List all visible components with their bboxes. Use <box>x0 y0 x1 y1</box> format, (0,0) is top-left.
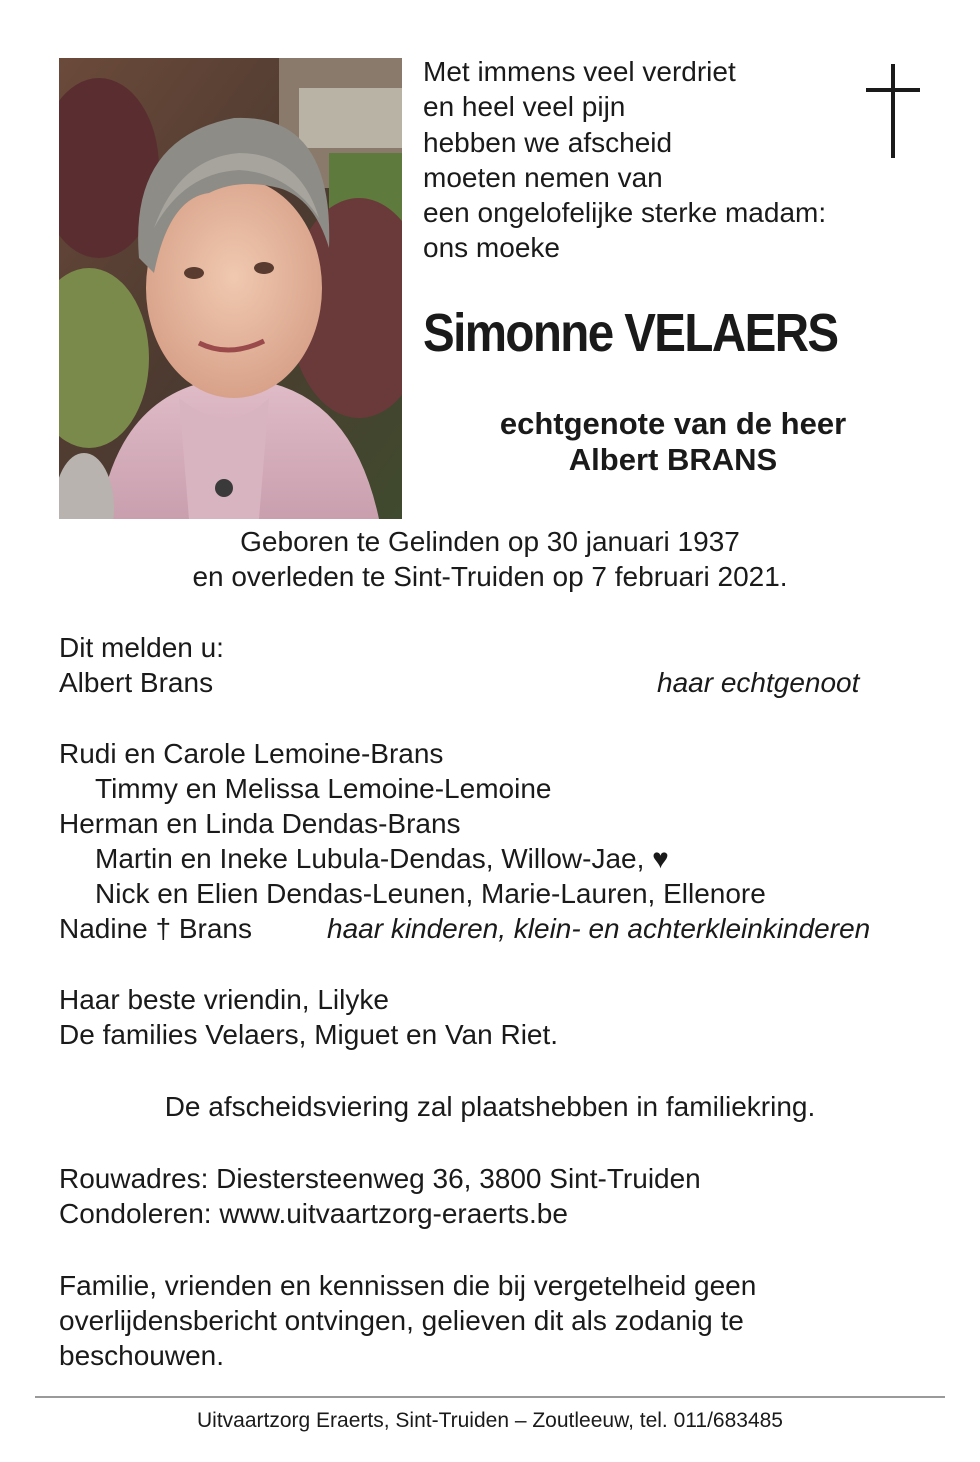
families-line: De families Velaers, Miguet en Van Riet. <box>59 1019 559 1050</box>
portrait-photo <box>59 58 402 519</box>
condolences-line: Condoleren: www.uitvaartzorg-eraerts.be <box>59 1198 568 1229</box>
family-row: Martin en Ineke Lubula-Dendas, Willow-Jae, ♥ <box>95 843 669 874</box>
cross-icon <box>866 64 920 158</box>
intro-line: een ongelofelijke sterke madam: <box>423 197 827 229</box>
intro-line: en heel veel pijn <box>423 91 626 123</box>
died-line: en overleden te Sint-Truiden op 7 februari 2021. <box>192 561 788 592</box>
intro-line: Met immens veel verdriet <box>423 56 736 87</box>
friend-line: Haar beste vriendin, Lilyke <box>59 984 389 1015</box>
husband-role: haar echtgenoot <box>657 667 860 698</box>
family-role: haar kinderen, klein- en achterkleinkinderen <box>327 913 871 944</box>
family-row: Rudi en Carole Lemoine-Brans <box>59 738 444 769</box>
notice-line: overlijdensbericht ontvingen, gelieven dit als zodanig te <box>59 1305 744 1336</box>
deceased-name: Simonne VELAERS <box>423 303 838 363</box>
family-row: Nadine † Brans <box>59 913 253 944</box>
family-row: Timmy en Melissa Lemoine-Lemoine <box>95 773 552 804</box>
ceremony-line: De afscheidsviering zal plaatshebben in familiekring. <box>164 1091 816 1122</box>
footer-divider <box>35 1396 945 1398</box>
intro-verse <box>423 54 863 266</box>
husband-name: Albert Brans <box>59 667 214 698</box>
footer-text: Uitvaartzorg Eraerts, Sint-Truiden – Zoutleeuw, tel. 011/683485 <box>197 1409 783 1432</box>
announce-heading: Dit melden u: <box>59 632 224 663</box>
notice-line: Familie, vrienden en kennissen die bij vergetelheid geen <box>59 1270 757 1301</box>
notice-line: beschouwen. <box>59 1340 225 1371</box>
intro-line: ons moeke <box>423 232 560 264</box>
born-line: Geboren te Gelinden op 30 januari 1937 <box>240 526 740 557</box>
spouse-name: Albert BRANS <box>568 442 778 477</box>
intro-line: hebben we afscheid <box>423 126 673 158</box>
address-line: Rouwadres: Diestersteenweg 36, 3800 Sint-Truiden <box>59 1163 701 1194</box>
intro-line: moeten nemen van <box>423 161 663 193</box>
family-row: Herman en Linda Dendas-Brans <box>59 808 461 839</box>
family-row: Nick en Elien Dendas-Leunen, Marie-Lauren, Ellenore <box>95 878 766 909</box>
spouse-line: echtgenote van de heer <box>499 406 847 441</box>
spouse-block <box>423 406 923 478</box>
